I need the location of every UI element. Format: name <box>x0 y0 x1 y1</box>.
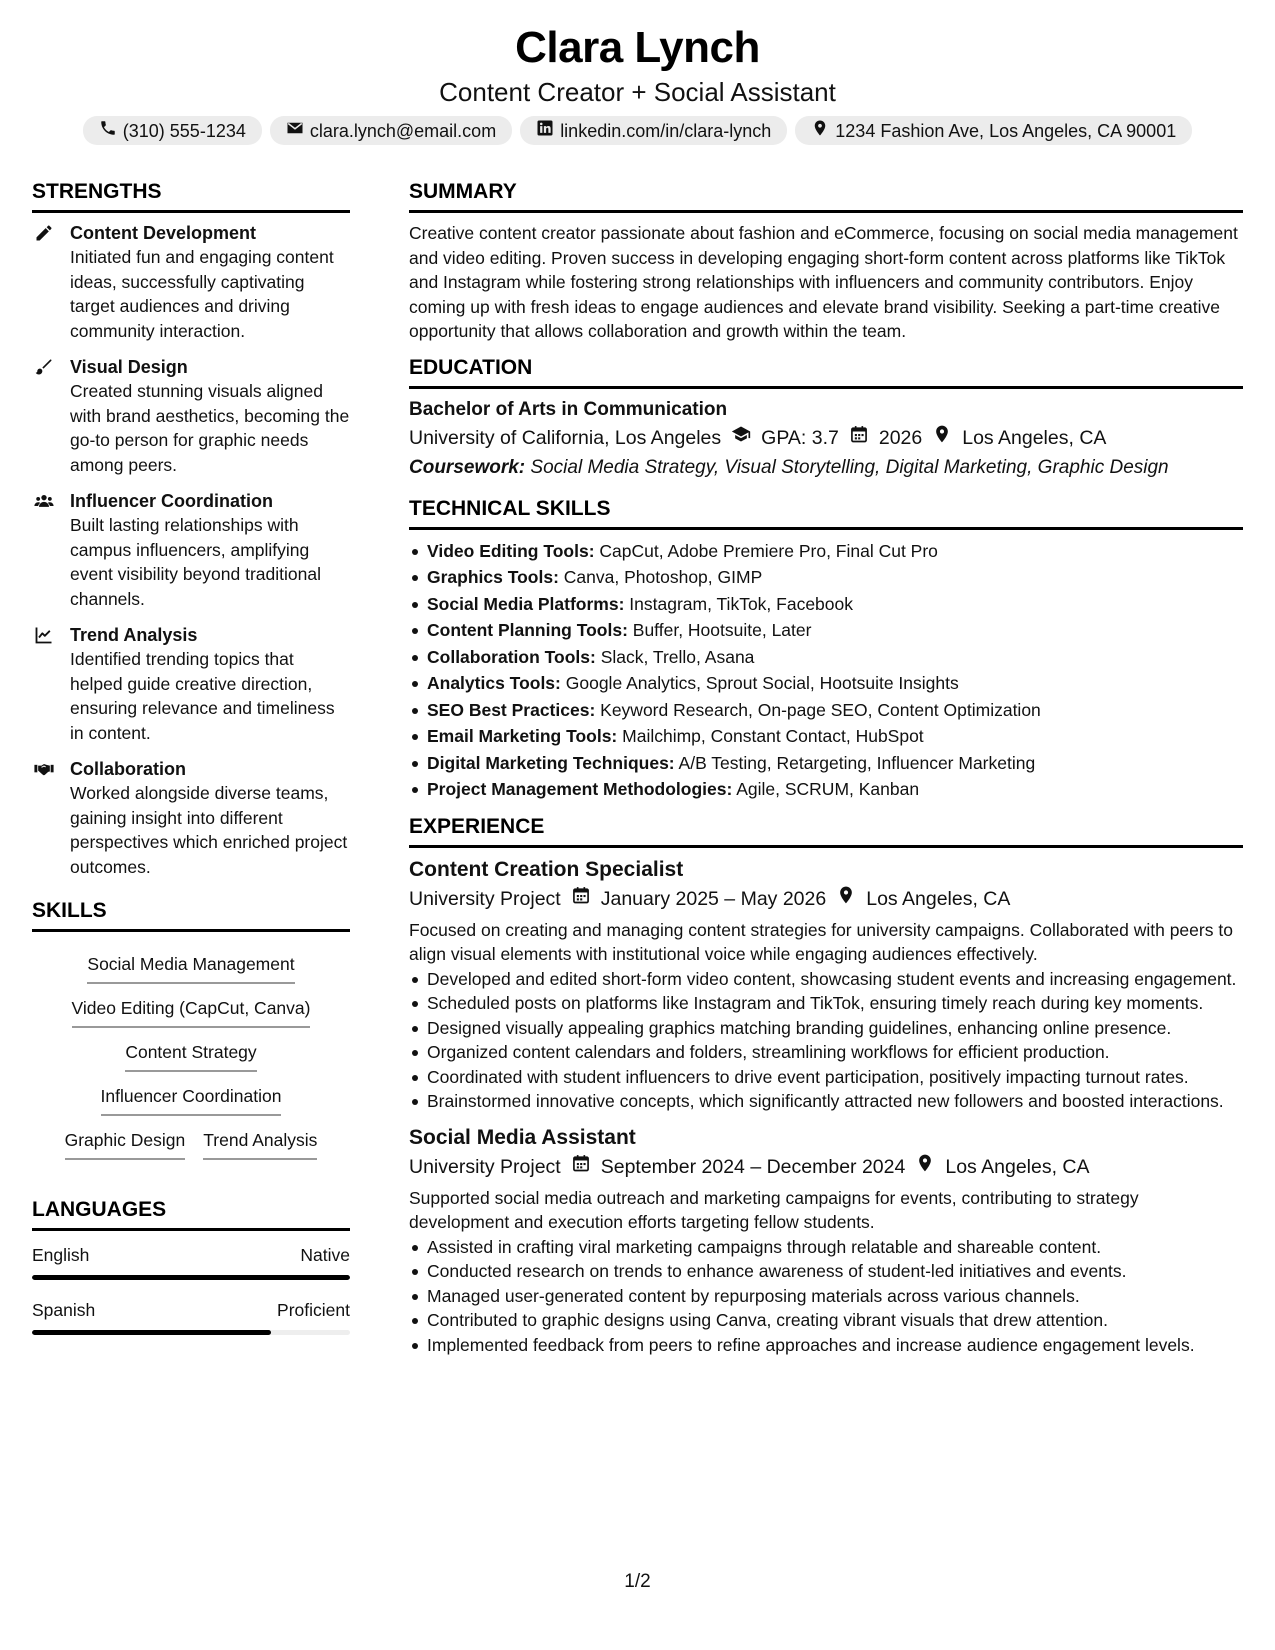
right-column <box>409 178 1243 1367</box>
language-level: Proficient <box>277 1300 350 1320</box>
list-item <box>409 564 1243 591</box>
skill-tag: Content Strategy <box>125 1036 256 1072</box>
list-item <box>409 644 1243 671</box>
pencil-icon <box>32 221 56 245</box>
paintbrush-icon <box>32 355 56 379</box>
list-item <box>409 670 1243 697</box>
tech-value: Google Analytics, Sprout Social, Hootsuite Insights <box>565 673 959 693</box>
tech-value: CapCut, Adobe Premiere Pro, Final Cut Pro <box>599 540 938 561</box>
list-item <box>409 750 1243 777</box>
language-item <box>32 1243 350 1280</box>
strength-title: Influencer Coordination <box>70 491 274 511</box>
tech-label: Analytics Tools: <box>427 673 561 693</box>
page-number: 1/2 <box>624 1571 651 1592</box>
skill-tag: Trend Analysis <box>203 1124 317 1160</box>
languages-heading: LANGUAGES <box>32 1196 350 1231</box>
language-proficiency-fill <box>32 1330 271 1335</box>
coursework-list: Social Media Strategy, Visual Storytelling, Digital Marketing, Graphic Design <box>530 456 1169 478</box>
calendar-icon <box>571 884 591 914</box>
skill-tag: Video Editing (CapCut, Canva) <box>72 992 311 1028</box>
coursework <box>409 453 1243 483</box>
list-item: Scheduled posts on platforms like Instagram and TikTok, ensuring timely reach during key moments. <box>409 991 1243 1016</box>
job-description: Focused on creating and managing content strategies for university campaigns. Collaborated with peers to align visual elements with institutional voice while engaging audiences effectively. <box>409 919 1233 964</box>
list-item: Implemented feedback from peers to refine approaches and increase audience engagement levels. <box>409 1333 1243 1358</box>
graduation-cap-icon <box>731 423 751 453</box>
education-location: Los Angeles, CA <box>962 426 1107 449</box>
summary-heading: SUMMARY <box>409 178 1243 213</box>
strength-desc: Built lasting relationships with campus influencers, amplifying event visibility beyond traditional channels. <box>70 515 321 609</box>
strength-desc: Created stunning visuals aligned with brand aesthetics, becoming the go-to person for graphic needs among peers. <box>70 381 350 475</box>
coursework-label: Coursework: <box>409 456 526 478</box>
technical-skills-list <box>409 538 1243 803</box>
language-proficiency-bar <box>32 1330 350 1335</box>
map-pin-icon <box>836 884 856 914</box>
tech-label: Content Planning Tools: <box>427 620 628 640</box>
job-location: Los Angeles, CA <box>866 887 1011 910</box>
education-meta <box>409 423 1243 453</box>
skills-heading: SKILLS <box>32 897 350 932</box>
education-year: 2026 <box>878 426 923 449</box>
tech-value: Buffer, Hootsuite, Later <box>632 620 812 640</box>
tech-label: Social Media Platforms: <box>427 593 625 614</box>
experience-heading: EXPERIENCE <box>409 813 1243 848</box>
contact-email[interactable] <box>270 116 512 145</box>
list-item: Brainstormed innovative concepts, which significantly attracted new followers and boosted interactions. <box>409 1089 1243 1114</box>
tech-label: Digital Marketing Techniques: <box>427 752 675 773</box>
tech-value: Instagram, TikTok, Facebook <box>629 593 854 614</box>
contact-bar <box>0 116 1275 145</box>
list-item <box>409 723 1243 750</box>
calendar-icon <box>571 1152 591 1182</box>
list-item: Contributed to graphic designs using Canva, creating vibrant visuals that drew attention. <box>409 1308 1243 1333</box>
tech-value: Slack, Trello, Asana <box>600 646 755 667</box>
education-gpa: GPA: 3.7 <box>761 426 839 449</box>
list-item: Organized content calendars and folders, streamlining workflows for efficient production. <box>409 1040 1243 1065</box>
list-item: Designed visually appealing graphics matching branding guidelines, enhancing online presence. <box>409 1016 1243 1041</box>
candidate-title: Content Creator + Social Assistant <box>439 77 836 107</box>
list-item <box>409 617 1243 644</box>
left-column <box>32 178 350 1353</box>
list-item: Developed and edited short-form video content, showcasing student events and increasing engagement. <box>409 967 1243 992</box>
job-entry <box>409 856 1243 1114</box>
list-item <box>409 538 1243 565</box>
candidate-name: Clara Lynch <box>515 23 760 72</box>
chart-line-icon <box>32 623 56 647</box>
list-item: Managed user-generated content by repurposing materials across various channels. <box>409 1284 1243 1309</box>
tech-label: Video Editing Tools: <box>427 540 595 561</box>
language-item <box>32 1298 350 1335</box>
map-pin-icon <box>811 119 829 142</box>
strength-desc: Identified trending topics that helped guide creative direction, ensuring relevance and timeliness in content. <box>70 649 335 743</box>
skills-list <box>32 940 350 1160</box>
job-org: University Project <box>409 887 561 910</box>
strength-desc: Worked alongside diverse teams, gaining insight into different perspectives which enriched project outcomes. <box>70 783 348 877</box>
technical-skills-heading: TECHNICAL SKILLS <box>409 495 1243 530</box>
tech-value: Agile, SCRUM, Kanban <box>736 779 920 799</box>
strength-item <box>32 757 350 879</box>
strength-desc: Initiated fun and engaging content ideas, successfully captivating target audiences and driving community interaction. <box>70 247 334 341</box>
map-pin-icon <box>915 1152 935 1182</box>
strength-item <box>32 355 350 477</box>
skill-tag: Influencer Coordination <box>101 1080 282 1116</box>
language-name: Spanish <box>32 1300 96 1320</box>
resume-header <box>0 22 1275 145</box>
address-text: 1234 Fashion Ave, Los Angeles, CA 90001 <box>835 120 1177 141</box>
language-proficiency-fill <box>32 1275 350 1280</box>
summary-text: Creative content creator passionate about fashion and eCommerce, focusing on social media management and video editing. Proven success in developing engaging short-form content across platforms like TikTok and Instagram while fostering strong relationships with influencers and community contributors. Enjoy coming up with fresh ideas to engage audiences and elevate brand visibility. Seeking a part-time creative opportunity that allows collaboration and growth within the team. <box>409 223 1238 341</box>
list-item <box>409 776 1243 803</box>
tech-label: Email Marketing Tools: <box>427 726 618 746</box>
users-icon <box>32 489 56 513</box>
tech-value: Mailchimp, Constant Contact, HubSpot <box>622 726 924 746</box>
linkedin-text: linkedin.com/in/clara-lynch <box>560 120 772 141</box>
tech-label: Graphics Tools: <box>427 567 559 587</box>
job-meta <box>409 1152 1243 1182</box>
tech-label: Project Management Methodologies: <box>427 779 733 799</box>
list-item <box>409 591 1243 618</box>
email-text: clara.lynch@email.com <box>309 120 497 141</box>
list-item: Assisted in crafting viral marketing campaigns through relatable and shareable content. <box>409 1235 1243 1260</box>
phone-text: (310) 555-1234 <box>122 120 246 141</box>
strengths-heading: STRENGTHS <box>32 178 350 213</box>
job-location: Los Angeles, CA <box>945 1155 1090 1178</box>
job-description: Supported social media outreach and marketing campaigns for events, contributing to strategy development and execution efforts targeting fellow students. <box>409 1187 1139 1232</box>
strength-title: Content Development <box>70 223 257 243</box>
education-degree: Bachelor of Arts in Communication <box>409 398 728 420</box>
job-title: Social Media Assistant <box>409 1125 636 1149</box>
job-bullets <box>409 1235 1243 1358</box>
strength-title: Trend Analysis <box>70 625 198 645</box>
contact-linkedin[interactable] <box>520 116 787 145</box>
strength-title: Collaboration <box>70 759 186 779</box>
language-level: Native <box>300 1245 350 1265</box>
tech-value: Canva, Photoshop, GIMP <box>563 567 763 587</box>
language-name: English <box>32 1245 90 1265</box>
contact-address <box>795 116 1192 145</box>
list-item <box>409 697 1243 724</box>
contact-phone[interactable] <box>83 116 262 145</box>
job-bullets <box>409 967 1243 1114</box>
skill-tag: Social Media Management <box>87 948 294 984</box>
education-school: University of California, Los Angeles <box>409 426 722 449</box>
tech-label: SEO Best Practices: <box>427 699 596 720</box>
strength-title: Visual Design <box>70 357 188 377</box>
list-item: Conducted research on trends to enhance awareness of student-led initiatives and events. <box>409 1259 1243 1284</box>
linkedin-icon <box>536 119 554 142</box>
map-pin-icon <box>932 423 952 453</box>
language-proficiency-bar <box>32 1275 350 1280</box>
tech-label: Collaboration Tools: <box>427 646 596 667</box>
strength-item <box>32 623 350 745</box>
job-entry <box>409 1124 1243 1358</box>
phone-icon <box>99 119 117 142</box>
strength-item <box>32 221 350 343</box>
calendar-icon <box>849 423 869 453</box>
tech-value: Keyword Research, On-page SEO, Content Optimization <box>600 699 1041 720</box>
handshake-icon <box>32 757 56 781</box>
strength-item <box>32 489 350 611</box>
tech-value: A/B Testing, Retargeting, Influencer Marketing <box>678 752 1036 773</box>
education-heading: EDUCATION <box>409 354 1243 389</box>
skill-tag: Graphic Design <box>65 1124 186 1160</box>
job-dates: January 2025 – May 2026 <box>600 887 827 910</box>
job-org: University Project <box>409 1155 561 1178</box>
list-item: Coordinated with student influencers to drive event participation, positively impacting turnout rates. <box>409 1065 1243 1090</box>
job-title: Content Creation Specialist <box>409 857 684 881</box>
envelope-icon <box>286 119 304 142</box>
job-dates: September 2024 – December 2024 <box>600 1155 906 1178</box>
job-meta <box>409 884 1243 914</box>
